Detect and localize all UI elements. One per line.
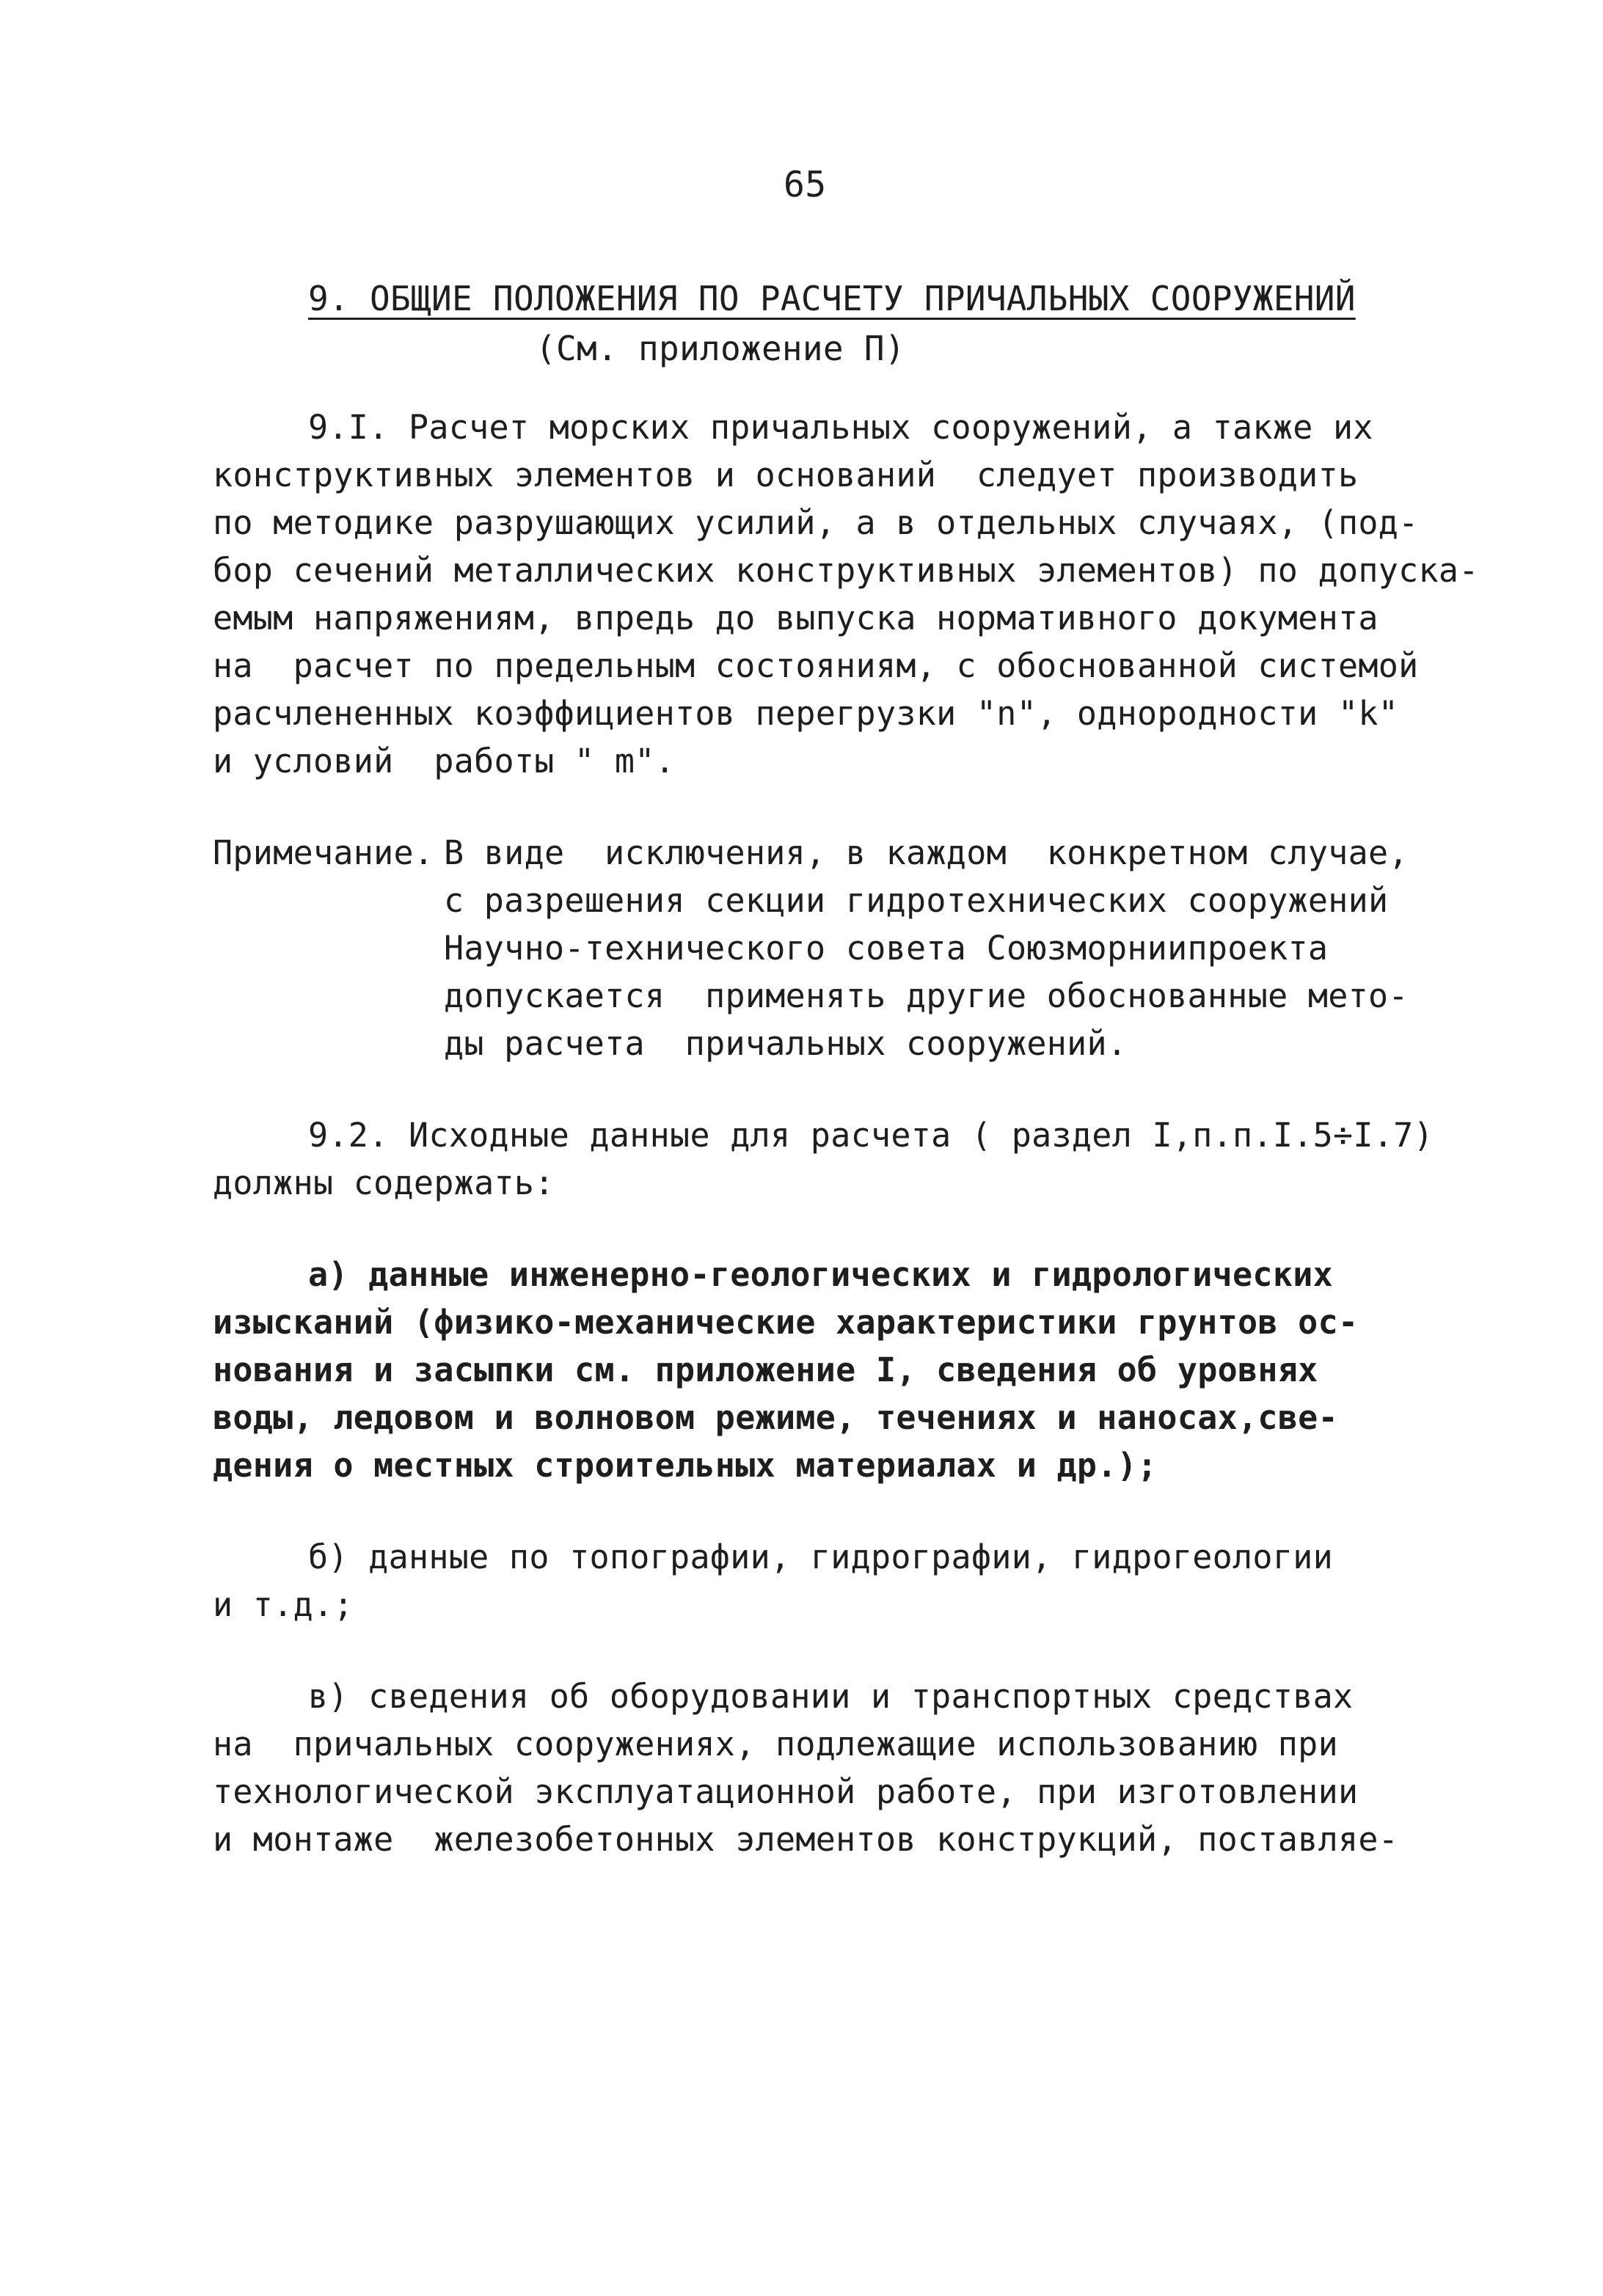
text-line: на расчет по предельным состояниям, с обоснованной системой bbox=[213, 646, 1419, 685]
text-line: и условий работы " m". bbox=[213, 742, 676, 780]
text-line: технологической эксплуатационной работе, при изготовлении bbox=[213, 1772, 1359, 1811]
text-line: допускается применять другие обоснованные мето- bbox=[444, 976, 1409, 1015]
text-line: 9.2. Исходные данные для расчета ( раздел I,п.п.I.5÷I.7) bbox=[308, 1116, 1434, 1155]
text-line: Научно-технического совета Союзморниипроекта bbox=[444, 929, 1329, 968]
text-line: с разрешения секции гидротехнических сооружений bbox=[444, 881, 1389, 920]
text-line: на причальных сооружениях, подлежащие использованию при bbox=[213, 1725, 1338, 1763]
text-line: по методике разрушающих усилий, а в отдельных случаях, (под- bbox=[213, 503, 1419, 542]
text-line: изысканий (физико-механические характеристики грунтов ос- bbox=[213, 1303, 1359, 1342]
text-line: 9.I. Расчет морских причальных сооружений, а также их bbox=[308, 408, 1373, 447]
text-line: расчлененных коэффициентов перегрузки "n", однородности "k" bbox=[213, 694, 1399, 733]
note-label: Примечание. bbox=[213, 833, 434, 872]
text-line: и монтаже железобетонных элементов конструкций, поставляе- bbox=[213, 1820, 1399, 1859]
text-line: должны содержать: bbox=[213, 1163, 555, 1202]
text-line: б) данные по топографии, гидрографии, гидрогеологии bbox=[308, 1538, 1334, 1576]
text-line: дения о местных строительных материалах и др.); bbox=[213, 1446, 1158, 1485]
text-line: в) сведения об оборудовании и транспортных средствах bbox=[308, 1677, 1354, 1716]
section-heading: 9. ОБЩИЕ ПОЛОЖЕНИЯ ПО РАСЧЕТУ ПРИЧАЛЬНЫХ СООРУЖЕНИЙ bbox=[308, 279, 1356, 318]
text-line: воды, ледовом и волновом режиме, течениях и наносах,све- bbox=[213, 1398, 1338, 1437]
page-number: 65 bbox=[784, 164, 827, 205]
text-line: конструктивных элементов и оснований следует производить bbox=[213, 456, 1359, 494]
text-line: емым напряжениям, впредь до выпуска нормативного документа bbox=[213, 599, 1379, 637]
text-line: бор сечений металлических конструктивных элементов) по допуска- bbox=[213, 551, 1479, 590]
text-line: и т.д.; bbox=[213, 1585, 354, 1624]
text-line: нования и засыпки см. приложение I, сведения об уровнях bbox=[213, 1350, 1318, 1389]
text-line: ды расчета причальных сооружений. bbox=[444, 1024, 1128, 1063]
text-line: а) данные инженерно-геологических и гидрологических bbox=[308, 1255, 1334, 1294]
text-line: В виде исключения, в каждом конкретном случае, bbox=[444, 833, 1409, 872]
section-subheading: (См. приложение П) bbox=[536, 329, 905, 368]
